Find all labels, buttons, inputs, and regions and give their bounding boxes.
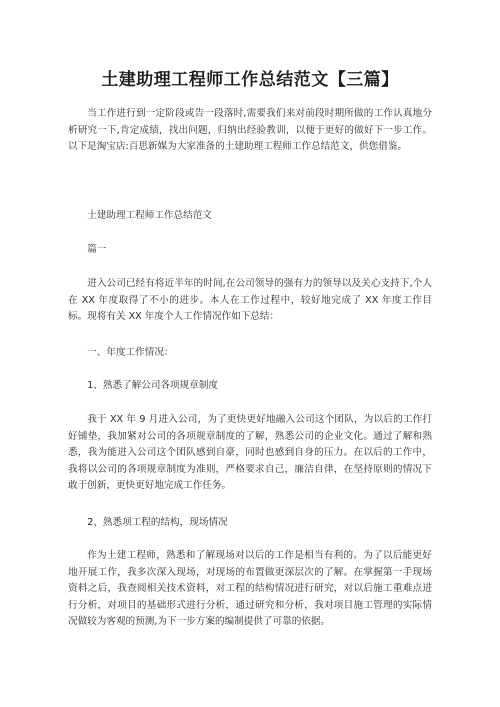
item-heading-structure: 2、熟悉项工程的结构，现场情况 (87, 517, 228, 528)
section-heading-annual-work: 一、年度工作情况： (87, 347, 174, 358)
paragraph-regulations: 我于 XX 年 9 月进入公司，为了更快更好地融入公司这个团队，为以后的工作打好铺垫，我加紧对公司的各项规章制度的了解，熟悉公司的企业文化。通过了解和熟悉，我为能进入公司这个团队感到自豪，同时也感到自身的压力。在以后的工作中，我将以公司的各项规章制度为准则，严格要求自己，廉洁自律，在坚持原则的情况下敢于创新，更快更好地完成工作任务。 (68, 414, 432, 492)
document-title: 土建助理工程师工作总结范文【三篇】 (101, 70, 399, 90)
item-heading-regulations: 1、熟悉了解公司各项规章制度 (87, 380, 219, 391)
paragraph-intro-work: 进入公司已经有将近半年的时间,在公司领导的强有力的领导以及关心支持下,个人在 XX 年度取得了不小的进步。本人在工作过程中，较好地完成了 XX 年度工作目标。现将有关 XX 年度个人工作情况作如下总结： (68, 278, 432, 323)
subtitle: 土建助理工程师工作总结范文 (87, 210, 212, 221)
intro-paragraph: 当工作进行到一定阶段或告一段落时,需要我们来对前段时期所做的工作认真地分析研究一下,肯定成绩，找出问题，归纳出经验教训，以便于更好的做好下一步工作。以下是淘宝店:百思新媒为大家准备的土建助理工程师工作总结范文，供您借鉴。 (68, 108, 432, 153)
paragraph-structure: 作为土建工程师，熟悉和了解现场对以后的工作是相当有利的。为了以后能更好地开展工作，我多次深入现场，对现场的布置做更深层次的了解。在掌握第一手现场资料之后，我查阅相关技术资料，对工程的结构情况进行研究，对以后施工重难点进行分析，对项目的基础形式进行分析，通过研究和分析，我对项目施工管理的实际情况做较为客观的预测,为下一步方案的编制提供了可靠的依据。 (68, 550, 432, 628)
part-label: 篇一 (87, 244, 107, 255)
